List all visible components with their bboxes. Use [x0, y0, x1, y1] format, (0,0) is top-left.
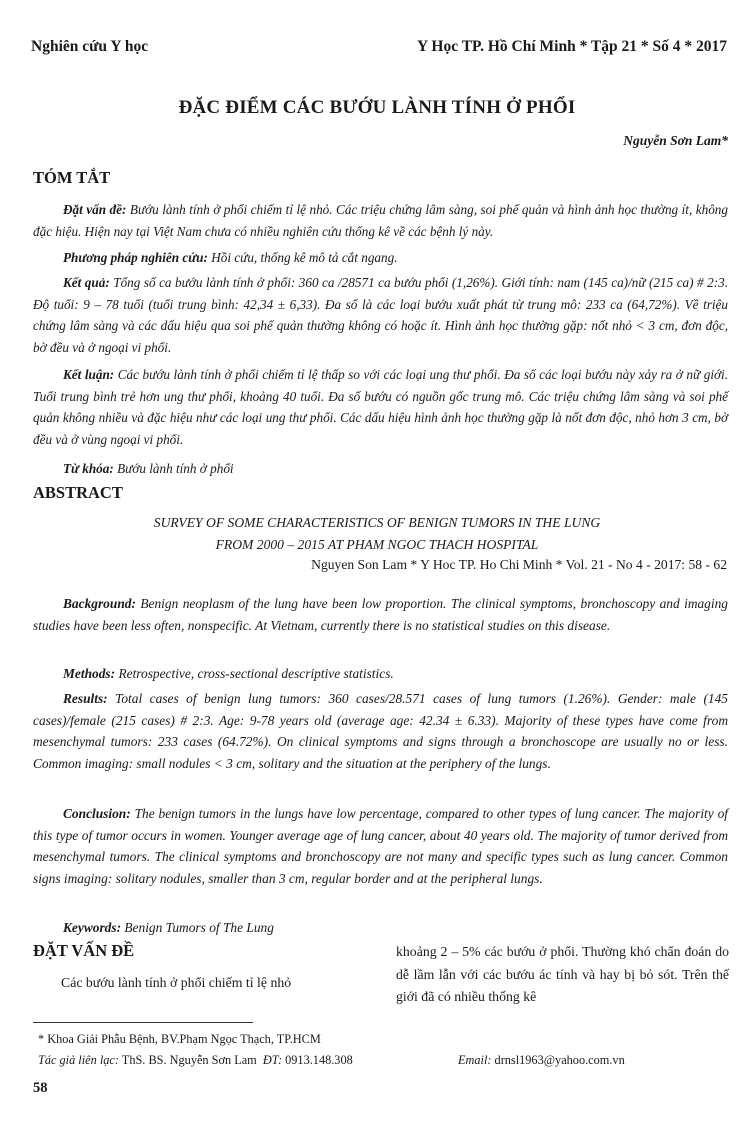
abstract-background	[33, 593, 728, 636]
paragraph-lead: Results:	[63, 691, 108, 706]
paragraph-text: Các bướu lành tính ở phổi chiếm tỉ lệ thấp so với các loại ung thư phổi. Đa số các loại bướu này xảy ra ở nữ giới. Tuổi trung bình trẻ hơn ung thư phổi, khoảng 40 tuổi. Đa số bướu có nguồn gốc trung mô. Các triệu chứng lâm sàng và soi phế quản không nhiều và đặc hiệu như các loại ung thư phổi. Các dấu hiệu hình ảnh học thường gặp là nốt đơn độc, nhỏ hơn 3 cm, bờ đều và ở vùng ngoại vi phổi.	[33, 367, 728, 447]
email-address: drnsl1963@yahoo.com.vn	[491, 1053, 625, 1067]
body-right-column-text: khoảng 2 – 5% các bướu ở phổi. Thường khó chẩn đoán do dễ lầm lẫn với các bướu ác tính và hay bị bỏ sót. Trên thế giới đã có nhiều thống kê	[396, 944, 729, 1004]
paragraph-text: Benign neoplasm of the lung have been low proportion. The clinical symptoms, bronchoscopy and imaging studies have been less often, nonspecific. At Vietnam, currently there is no statistical studies on this disease.	[33, 596, 728, 633]
page-number: 58	[33, 1080, 48, 1096]
article-author: Nguyễn Sơn Lam*	[623, 133, 728, 148]
tomtat-dat-van-de	[33, 199, 728, 242]
tomtat-ket-luan	[33, 364, 728, 450]
footnote-contact	[38, 1053, 353, 1068]
tomtat-phuong-phap	[33, 247, 728, 269]
abstract-results	[33, 688, 728, 774]
section-heading-abstract: ABSTRACT	[33, 483, 123, 502]
abstract-keywords	[33, 917, 728, 939]
paragraph-text: Total cases of benign lung tumors: 360 cases/28.571 cases of lung tumors (1.26%). Gender: male (145 cases)/female (215 cases) # 2:3. Age: 9-78 years old (average age: 42.34 ± 6.33). Majority of these types have come from mesenchymal tumors: 233 cases (64.72%). On clinical symptoms and signs through a bronchoscope are usually no or less. Common imaging: small nodules < 3 cm, solitary and the situation at the periphery of the lungs.	[33, 691, 728, 771]
paragraph-lead: Background:	[63, 596, 136, 611]
section-heading-tomtat: TÓM TẮT	[33, 168, 111, 187]
paragraph-lead: Kết luận:	[63, 367, 115, 382]
abstract-citation: Nguyen Son Lam * Y Hoc TP. Ho Chi Minh * Vol. 21 - No 4 - 2017: 58 - 62	[311, 557, 727, 572]
paragraph-lead: Kết quả:	[63, 275, 110, 290]
running-header-citation: Y Học TP. Hồ Chí Minh * Tập 21 * Số 4 * 2017	[416, 38, 727, 55]
abstract-title-line-1: SURVEY OF SOME CHARACTERISTICS OF BENIGN TUMORS IN THE LUNG	[153, 515, 601, 530]
phone-label: ĐT:	[262, 1053, 283, 1067]
paragraph-lead: Conclusion:	[63, 806, 131, 821]
paragraph-text: Bướu lành tính ở phổi	[113, 461, 234, 476]
tomtat-tu-khoa	[33, 458, 728, 480]
paragraph-text: Benign Tumors of The Lung	[121, 920, 274, 935]
paragraph-text: Retrospective, cross-sectional descriptive statistics.	[115, 666, 394, 681]
phone-number: 0913.148.308	[282, 1053, 353, 1067]
article-title: ĐẶC ĐIỂM CÁC BƯỚU LÀNH TÍNH Ở PHỔI	[178, 97, 576, 118]
paragraph-lead: Phương pháp nghiên cứu:	[63, 250, 208, 265]
email-label: Email:	[458, 1053, 492, 1067]
abstract-title-line-2: FROM 2000 – 2015 AT PHAM NGOC THACH HOSPITAL	[215, 537, 539, 552]
paragraph-lead: Từ khóa:	[63, 461, 114, 476]
paragraph-lead: Keywords:	[63, 920, 122, 935]
contact-label: Tác giả liên lạc:	[38, 1053, 119, 1067]
section-heading-dat-van-de: ĐẶT VẤN ĐỀ	[33, 941, 135, 960]
tomtat-ket-qua	[33, 272, 728, 358]
footnote-email	[458, 1053, 625, 1068]
running-header-journal-section: Nghiên cứu Y học	[31, 38, 149, 55]
abstract-conclusion	[33, 803, 728, 889]
footnote-divider	[33, 1022, 253, 1023]
paragraph-text: Tổng số ca bướu lành tính ở phổi: 360 ca /28571 ca bướu phổi (1,26%). Giới tính: nam (145 ca)/nữ (215 ca) # 2:3. Độ tuổi: 9 – 78 tuổi (tuổi trung bình: 42,34 ± 6,33). Đa số là các loại bướu xuất phát từ trung mô: 233 ca (64,72%). Về triệu chứng lâm sàng và các dấu hiệu qua soi phế quản thường không có hoặc ít. Hình ảnh học thường gặp: nốt nhỏ < 3 cm, đơn độc, bờ đều và ở ngoại vi phổi.	[33, 275, 728, 355]
footnote-affiliation: * Khoa Giải Phẫu Bệnh, BV.Phạm Ngọc Thạch, TP.HCM	[38, 1032, 321, 1046]
paragraph-lead: Methods:	[63, 666, 116, 681]
paragraph-text: The benign tumors in the lungs have low percentage, compared to other types of lung cancer. The majority of this type of tumor occurs in women. Younger average age of lung cancer, about 40 years old. The majority of tumor derived from mesenchymal tumors. The clinical symptoms and bronchoscopy are not many and specific types such as lung cancer. Common signs imaging: solitary nodules, smaller than 3 cm, regular border and at the peripheral lungs.	[33, 806, 728, 886]
abstract-methods	[33, 663, 728, 685]
contact-name: ThS. BS. Nguyễn Sơn Lam	[118, 1053, 257, 1067]
body-left-column-text: Các bướu lành tính ở phổi chiếm tỉ lệ nhỏ	[61, 975, 292, 990]
paragraph-text: Hồi cứu, thống kê mô tả cắt ngang.	[207, 250, 398, 265]
paragraph-lead: Đặt vấn đề:	[63, 202, 127, 217]
paragraph-text: Bướu lành tính ở phổi chiếm tỉ lệ nhỏ. Các triệu chứng lâm sàng, soi phế quản và hình ảnh học thường ít, không đặc hiệu. Hiện nay tại Việt Nam chưa có nhiều nghiên cứu thống kê về các bệnh lý này.	[33, 202, 728, 239]
